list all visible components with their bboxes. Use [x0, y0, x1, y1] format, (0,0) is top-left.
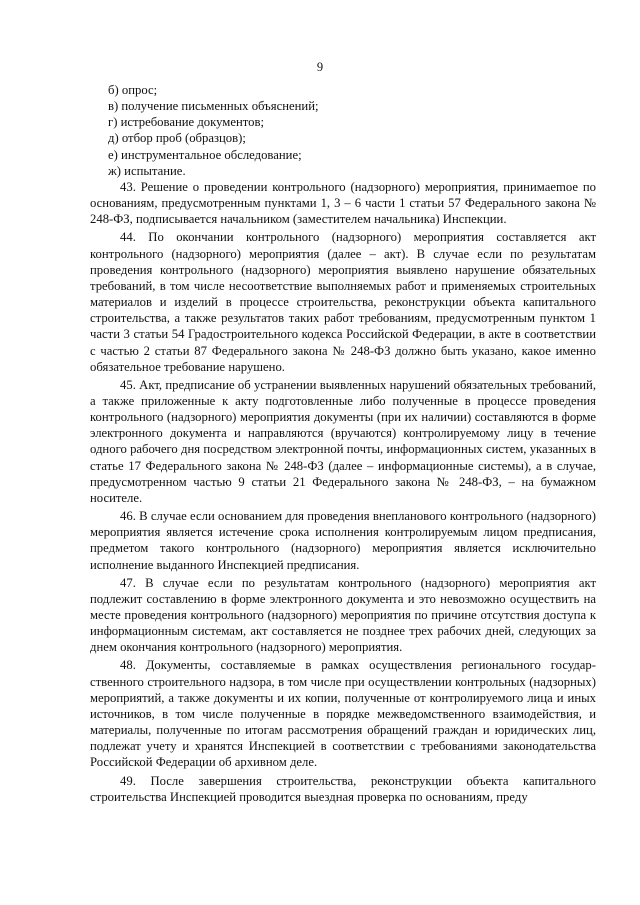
list-item: д) отбор проб (образцов);: [108, 131, 246, 146]
paragraph-48: 48. Документы, составляемые в рамках осуществления регионального государственного строительного надзора, в том числе при осуществлении контрольных (надзорных) мероприятий, а также документы и их копии, полученные от контролируемого лица и иных источников, в том числе полученные в порядке межведомственного взаимодействия, и материалы, полученные по итогам рассмотрения обращений граждан и юридических лиц, подлежат учету и хранятся Инспекцией в соответствии с требованиями законодательства Российской Федерации об архивном деле.: [90, 658, 596, 770]
list-item: ж) испытание.: [108, 163, 186, 178]
list-item: б) опрос;: [108, 83, 158, 97]
page-number: 9: [316, 60, 324, 74]
document-body: [90, 82, 596, 805]
paragraph-44: 44. По окончании контрольного (надзорного) мероприятия составляется акт контрольного (надзорного) мероприятия (далее – акт). В случае если по результатам проведения контрольного (надзорного) мероприятия выявлено нарушение обязательных требований, в том числе несоответствие выполняемых работ и применяемых строительных материалов и изделий в процессе строительства, реконструкции объекта капитального строительства, а также результатов таких работ требованиям, предусмотренным пунктом 1 части 3 статьи 54 Градостроительного кодекса Российской Федерации, в акте в соответствии с частью 2 статьи 87 Федерального закона № 248-ФЗ должно быть указано, какое именно обязательное требование нарушено.: [90, 230, 596, 374]
measures-list: [90, 82, 596, 179]
paragraph-45: 45. Акт, предписание об устранении выявленных нарушений обязательных требований, а также приложенные к акту подготовленные либо полученные в процессе проведения контрольного (надзорного) мероприятия документы (при их наличии) составляются в форме электронного документа и направляются (вручаются) контролируемому лицу в течение одного рабочего дня посредством электронной почты, информационных систем, указанных в статье 17 Федерального закона № 248-ФЗ (далее – информационные системы), а в случае, предусмотренном частью 9 статьи 21 Федерального закона № 248-ФЗ, – на бумажном носителе.: [90, 377, 596, 505]
list-item: е) инструментальное обследование;: [108, 147, 302, 162]
paragraph-46: 46. В случае если основанием для проведения внепланового контрольного (надзорного) мероприятия является истечение срока исполнения контролируемым лицом предписания, предметом такого контрольного (надзорного) мероприятия является исключительно исполнение выданного Инспекцией предписания.: [90, 509, 596, 572]
paragraph-49: 49. После завершения строительства, реконструкции объекта капитального строительства Инспекцией проводится выездная проверка по основаниям, преду: [90, 773, 596, 804]
paragraph-43: 43. Решение о проведении контрольного (надзорного) мероприятия, принимаеmое по основаниям, предусмотренным пунктами 1, 3 – 6 части 1 статьи 57 Федерального закона № 248-ФЗ, подписывается начальником (заместителем начальника) Инспекции.: [90, 179, 596, 227]
paragraph-47: 47. В случае если по результатам контрольного (надзорного) мероприятия акт подлежит составлению в форме электронного документа и это невозможно осуществить на месте проведения контрольного (надзорного) мероприятия по причине отсутствия доступа к информационным системам, акт составляется не позднее трех рабочих дней, следующих за днем окончания контрольного (надзорного) мероприятия.: [90, 575, 596, 655]
list-item: г) истребование документов;: [108, 115, 264, 130]
list-item: в) получение письменных объяснений;: [108, 99, 319, 114]
